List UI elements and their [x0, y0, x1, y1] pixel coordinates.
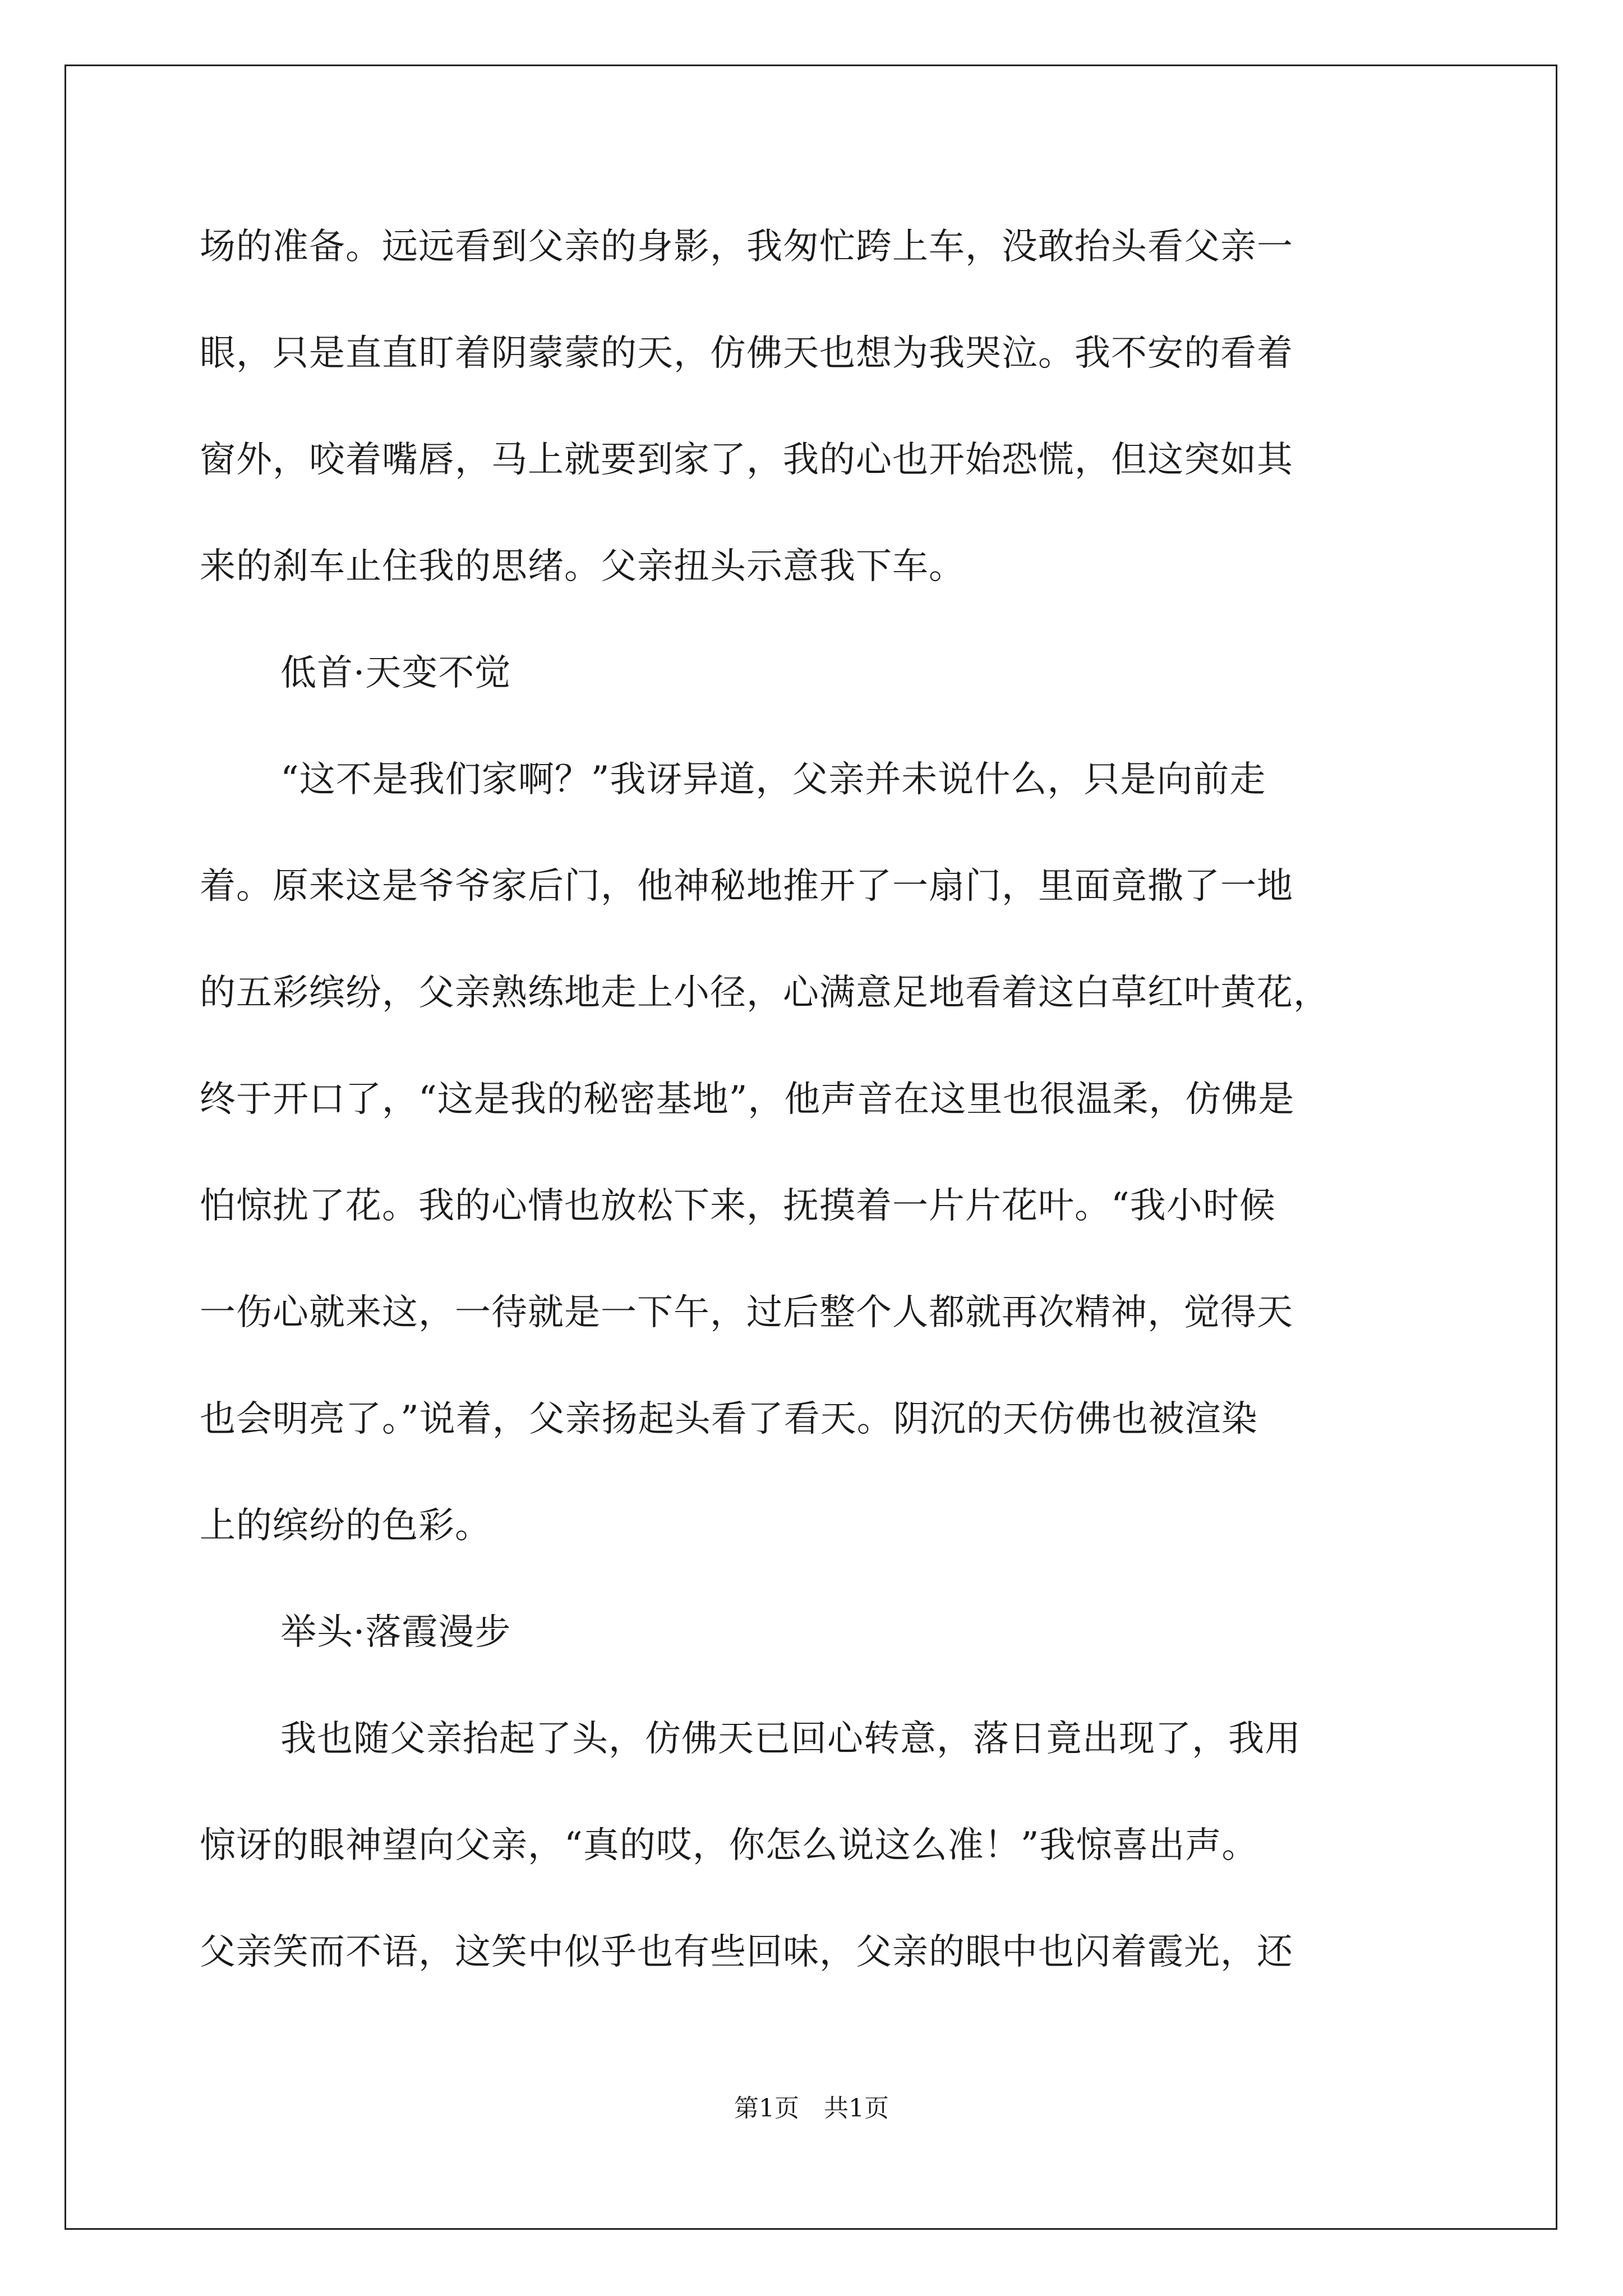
text-line-12: 也会明亮了。”说着，父亲扬起头看了看天。阴沉的天仿佛也被渲染 [200, 1398, 1258, 1440]
text-line-10: 怕惊扰了花。我的心情也放松下来，抚摸着一片片花叶。“我小时候 [200, 1185, 1276, 1227]
text-line-9: 终于开口了，“这是我的秘密基地”，他声音在这里也很温柔，仿佛是 [200, 1079, 1295, 1120]
text-line-3: 窗外，咬着嘴唇，马上就要到家了，我的心也开始恐慌，但这突如其 [200, 439, 1293, 481]
text-line-11: 一伤心就来这，一待就是一下午，过后整个人都就再次精神，觉得天 [200, 1292, 1293, 1333]
text-line-2: 眼，只是直直盯着阴蒙蒙的天，仿佛天也想为我哭泣。我不安的看着 [200, 333, 1293, 374]
section-heading-1: 低首·天变不觉 [280, 652, 511, 694]
text-line-7: 着。原来这是爷爷家后门，他神秘地推开了一扇门，里面竟撒了一地 [200, 866, 1293, 907]
page-footer: 第1页 共1页 [734, 2094, 889, 2123]
text-line-16: 惊讶的眼神望向父亲，“真的哎，你怎么说这么准！”我惊喜出声。 [200, 1825, 1258, 1866]
text-line-6: “这不是我们家啊？”我讶异道，父亲并未说什么，只是向前走 [280, 759, 1266, 800]
section-heading-2: 举头·落霞漫步 [280, 1612, 511, 1653]
text-line-1: 场的准备。远远看到父亲的身影，我匆忙跨上车，没敢抬头看父亲一 [200, 226, 1293, 268]
text-line-8: 的五彩缤纷，父亲熟练地走上小径，心满意足地看着这白草红叶黄花， [200, 972, 1330, 1014]
text-line-15: 我也随父亲抬起了头，仿佛天已回心转意，落日竟出现了，我用 [280, 1718, 1301, 1760]
text-line-13: 上的缤纷的色彩。 [200, 1505, 491, 1547]
text-line-4: 来的刹车止住我的思绪。父亲扭头示意我下车。 [200, 546, 965, 587]
text-line-17: 父亲笑而不语，这笑中似乎也有些回味，父亲的眼中也闪着霞光，还 [200, 1931, 1293, 1973]
page-border [64, 65, 1557, 2230]
